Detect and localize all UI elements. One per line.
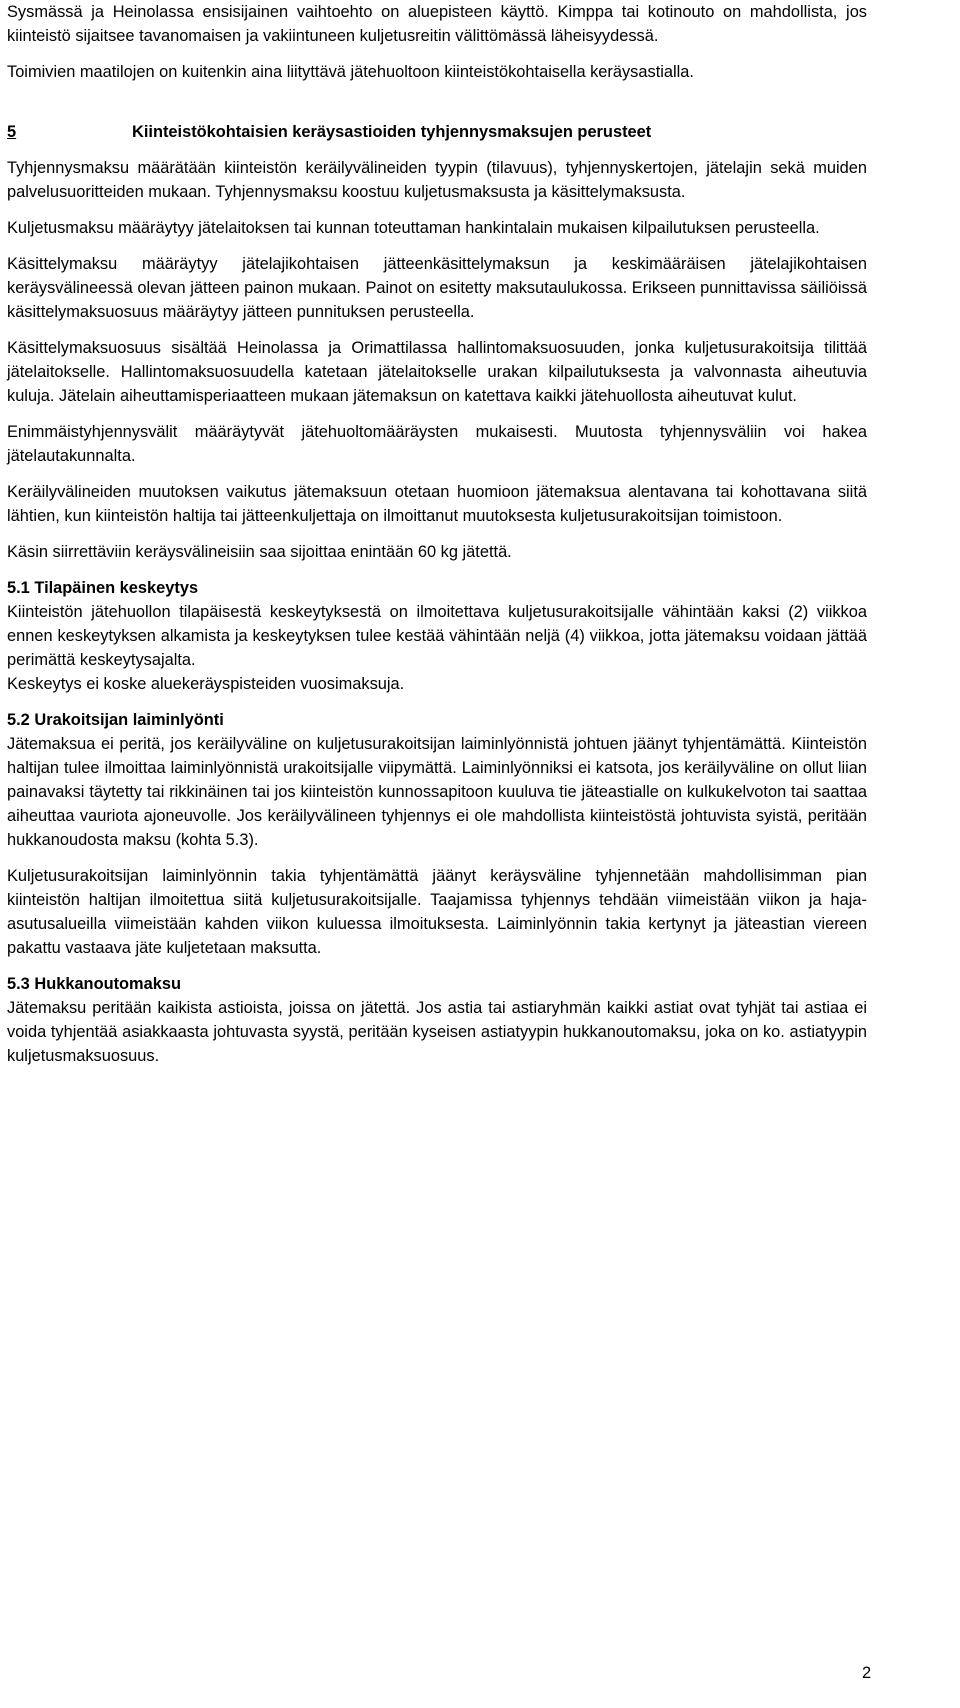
section-5-3-heading	[7, 972, 867, 996]
section-5-2-heading	[7, 708, 867, 732]
section-5-paragraph-3: Käsittelymaksu määräytyy jätelajikohtaisen jätteenkäsittelymaksun ja keskimääräisen jätelajikohtaisen keräysvälineessä olevan jätteen painon mukaan. Painot on esitetty maksutaulukossa. Erikseen punnittavissa säiliöissä käsittelymaksuosuus määräytyy jätteen punnituksen perusteella.	[7, 255, 867, 321]
section-5-2-number: 5.2	[7, 711, 30, 729]
intro-paragraph-1: Sysmässä ja Heinolassa ensisijainen vaihtoehto on aluepisteen käyttö. Kimppa tai kotinouto on mahdollista, jos kiinteistö sijaitsee tavanomaisen ja vakiintuneen kuljetusreitin välittömässä läheisyydessä.	[7, 3, 867, 45]
section-5-paragraph-5: Enimmäistyhjennysvälit määräytyvät jätehuoltomääräysten mukaisesti. Muutosta tyhjennysväliin voi hakea jätelautakunnalta.	[7, 423, 867, 465]
section-5-1-paragraph-2: Keskeytys ei koske aluekeräyspisteiden vuosimaksuja.	[7, 675, 405, 693]
section-5-paragraph-7: Käsin siirrettäviin keräysvälineisiin saa sijoittaa enintään 60 kg jätettä.	[7, 543, 512, 561]
section-5-3-number: 5.3	[7, 975, 30, 993]
section-5-1-number: 5.1	[7, 579, 30, 597]
section-5-number: 5	[7, 123, 17, 141]
section-5-2-paragraph-1: Jätemaksua ei peritä, jos keräilyväline on kuljetusurakoitsijan laiminlyönnistä johtuen jäänyt tyhjentämättä. Kiinteistön haltijan tulee ilmoittaa laiminlyönnistä urakoitsijalle viipymättä. Laiminlyönniksi ei katsota, jos keräilyväline on ollut liian painavaksi täytetty tai rikkinäinen tai jos kiinteistön kunnossapitoon kuuluva tie jäteastialle on kulkukelvoton tai saattaa aiheuttaa vauriota ajoneuvolle. Jos keräilyvälineen tyhjennys ei ole mahdollista kiinteistöstä johtuvista syistä, peritään hukkanoudosta maksu (kohta 5.3).	[7, 735, 867, 849]
document-page	[7, 0, 867, 1068]
section-5-2-paragraph-2: Kuljetusurakoitsijan laiminlyönnin takia tyhjentämättä jäänyt keräysväline tyhjennetään mahdollisimman pian kiinteistön haltijan ilmoitettua siitä kuljetusurakoitsijalle. Taajamissa tyhjennys tehdään viimeistään viikon ja haja-asutusalueilla viimeistään kahden viikon kuluessa ilmoituksesta. Laiminlyönnin takia kertynyt ja jäteastian viereen pakattu vastaava jäte kuljetetaan maksutta.	[7, 867, 867, 957]
section-5-paragraph-4: Käsittelymaksuosuus sisältää Heinolassa ja Orimattilassa hallintomaksuosuuden, jonka kuljetusurakoitsija tilittää jätelaitokselle. Hallintomaksuosuudella katetaan jätelaitokselle urakan kilpailutuksesta ja valvonnasta aiheutuvia kuluja. Jätelain aiheuttamisperiaatteen mukaan jätemaksun on katettava kaikki jätehuollosta aiheutuvat kulut.	[7, 339, 867, 405]
section-5-paragraph-6: Keräilyvälineiden muutoksen vaikutus jätemaksuun otetaan huomioon jätemaksua alentavana tai kohottavana siitä lähtien, kun kiinteistön haltija tai jätteenkuljettaja on ilmoittanut muutoksesta kuljetusurakoitsijan toimistoon.	[7, 483, 867, 525]
section-5-title: Kiinteistökohtaisien keräysastioiden tyhjennysmaksujen perusteet	[132, 123, 652, 141]
section-5-1-heading	[7, 576, 867, 600]
page-number: 2	[862, 1664, 872, 1682]
section-5-1-paragraph-1: Kiinteistön jätehuollon tilapäisestä keskeytyksestä on ilmoitettava kuljetusurakoitsijalle vähintään kaksi (2) viikkoa ennen keskeytyksen alkamista ja keskeytyksen tulee kestää vähintään neljä (4) viikkoa, jotta jätemaksu voidaan jättää perimättä keskeytysajalta.	[7, 603, 867, 669]
section-5-heading	[7, 120, 867, 144]
section-5-paragraph-2: Kuljetusmaksu määräytyy jätelaitoksen tai kunnan toteuttaman hankintalain mukaisen kilpailutuksen perusteella.	[7, 219, 820, 237]
intro-paragraph-2: Toimivien maatilojen on kuitenkin aina liityttävä jätehuoltoon kiinteistökohtaisella keräysastialla.	[7, 63, 694, 81]
section-5-2-title: Urakoitsijan laiminlyönti	[34, 711, 224, 729]
section-5-paragraph-1: Tyhjennysmaksu määrätään kiinteistön keräilyvälineiden tyypin (tilavuus), tyhjennyskertojen, jätelajin sekä muiden palvelusuoritteiden mukaan. Tyhjennysmaksu koostuu kuljetusmaksusta ja käsittelymaksusta.	[7, 159, 867, 201]
section-5-1-title: Tilapäinen keskeytys	[34, 579, 199, 597]
section-5-3-paragraph-1: Jätemaksu peritään kaikista astioista, joissa on jätettä. Jos astia tai astiaryhmän kaikki astiat ovat tyhjät tai astiaa ei voida tyhjentää asiakkaasta johtuvasta syystä, peritään kyseisen astiatyypin hukkanoutomaksu, joka on ko. astiatyypin kuljetusmaksuosuus.	[7, 999, 867, 1065]
section-5-3-title: Hukkanoutomaksu	[34, 975, 181, 993]
